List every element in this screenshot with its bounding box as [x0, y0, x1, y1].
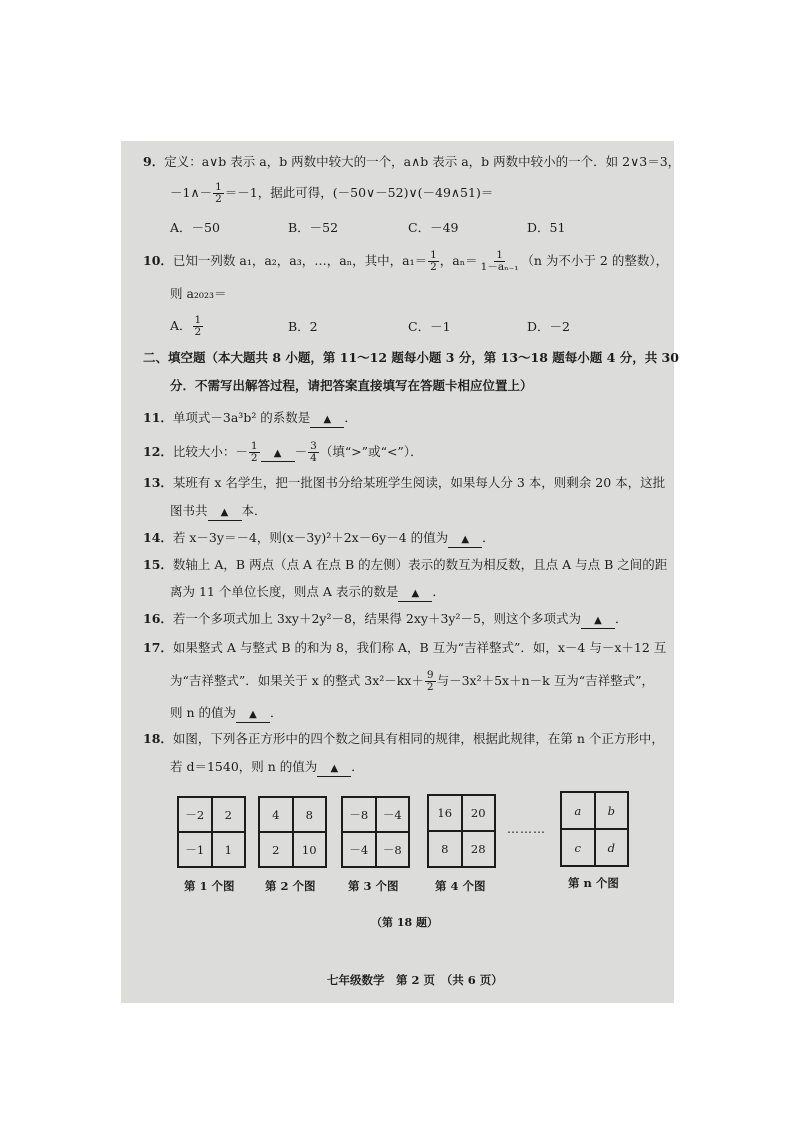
answer-blank: ▲: [398, 587, 432, 602]
question-10-line-1: 10．已知一列数 a₁，a₂，a₃，…，aₙ，其中，a₁＝ $\frac{1}{2}$ ，aₙ＝ $\frac{1}{\text{1－aₙ₋₁}}$ （n 为不小于 2 的整数），: [143, 249, 669, 273]
fraction: $\frac{1}{2}$: [250, 440, 258, 464]
question-13-line-1: 13．某班有 x 名学生，把一批图书分给某班学生阅读，如果每人分 3 本，则剩余 20 本，这批: [143, 475, 666, 490]
q10-option-a: A． $\frac{1}{2}$: [170, 314, 202, 338]
figure-label: （第 18 题）: [371, 916, 438, 929]
figure-2-caption: 第 2 个图: [265, 879, 316, 893]
cell-c: c: [561, 829, 595, 866]
fraction: $\frac{1}{2}$: [215, 181, 222, 205]
question-15-line-1: 15．数轴上 A，B 两点（点 A 在点 B 的左侧）表示的数互为相反数，且点 A 与点 B 之间的距: [143, 557, 668, 572]
cell-c: －4: [342, 832, 376, 867]
q10-option-d: D．－2: [527, 319, 570, 334]
answer-blank: ▲: [261, 447, 295, 462]
figure-3-caption: 第 3 个图: [348, 879, 399, 893]
question-9-line-1: 9．定义：a∨b 表示 a，b 两数中较大的一个，a∧b 表示 a，b 两数中较小的一个．如 2∨3＝3，: [143, 154, 681, 169]
question-10-line-2: 则 a₂₀₂₃＝: [170, 286, 227, 301]
ellipsis-dots: ………: [507, 822, 546, 836]
figure-1-square: [177, 796, 246, 868]
question-18-line-1: 18．如图，下列各正方形中的四个数之间具有相同的规律，根据此规律，在第 n 个正方形中，: [143, 731, 664, 746]
cell-b: 2: [212, 797, 246, 832]
cell-b: b: [595, 792, 629, 829]
section-2-heading-line-2: 分．不需写出解答过程，请把答案直接填写在答题卡相应位置上）: [170, 378, 533, 393]
figure-n-caption: 第 n 个图: [568, 876, 619, 890]
cell-a: －8: [342, 797, 376, 832]
figure-n-square: [560, 791, 629, 867]
cell-d: 1: [212, 832, 246, 867]
question-18-line-2: 若 d＝1540，则 n 的值为 ▲ ．: [170, 759, 364, 777]
figure-1-caption: 第 1 个图: [184, 879, 235, 893]
answer-blank: ▲: [317, 762, 351, 777]
q10-option-c: C．－1: [408, 319, 451, 334]
fraction: $\frac{9}{2}$: [426, 669, 434, 693]
question-15-line-2: 离为 11 个单位长度，则点 A 表示的数是 ▲ ．: [170, 584, 445, 602]
answer-blank: ▲: [310, 413, 344, 428]
cell-b: －4: [376, 797, 410, 832]
answer-blank: ▲: [581, 614, 615, 629]
figure-3-square: [341, 796, 410, 868]
fraction: $\frac{1}{2}$: [194, 314, 202, 338]
question-12: 12．比较大小：－ $\frac{1}{2}$ ▲ － $\frac{3}{4}$ （填“>”或“<”）．: [143, 440, 423, 464]
page-footer: 七年级数学 第 2 页 （共 6 页）: [327, 973, 503, 987]
cell-a: 16: [428, 795, 462, 831]
figure-2-square: [258, 796, 327, 868]
question-16: 16．若一个多项式加上 3xy＋2y²－8，结果得 2xy＋3y²－5，则这个多项式为 ▲ ．: [143, 611, 627, 629]
cell-d: －8: [376, 832, 410, 867]
cell-b: 20: [462, 795, 496, 831]
question-17-line-2: 为“吉祥整式”．如果关于 x 的整式 3x²－kx＋ $\frac{9}{2}$ 与－3x²＋5x＋n－k 互为“吉祥整式”，: [170, 669, 654, 693]
answer-blank: ▲: [236, 708, 270, 723]
q9-option-b: B．－52: [288, 220, 339, 235]
question-9-line-2: －1∧－ $\frac{1}{2}$ ＝－1，据此可得，(－50∨－52)∨(－49∧51)＝: [170, 181, 494, 205]
cell-d: 28: [462, 831, 496, 867]
cell-b: 8: [293, 797, 327, 832]
answer-blank: ▲: [208, 506, 242, 521]
section-2-heading-line-1: 二、填空题（本大题共 8 小题，第 11～12 题每小题 3 分，第 13～18 题每小题 4 分，共 30: [143, 350, 679, 365]
cell-a: a: [561, 792, 595, 829]
fraction: $\frac{1}{\text{1－aₙ₋₁}}$: [480, 249, 519, 273]
question-11: 11．单项式－3a³b² 的系数是 ▲ ．: [143, 410, 357, 428]
question-13-line-2: 图书共 ▲ 本．: [170, 503, 267, 521]
question-17-line-1: 17．如果整式 A 与整式 B 的和为 8，我们称 A，B 互为“吉祥整式”．如，x－4 与－x＋12 互: [143, 640, 667, 655]
fraction: $\frac{3}{4}$: [310, 440, 317, 464]
figure-4-square: [427, 794, 496, 868]
fraction: $\frac{1}{2}$: [430, 249, 437, 273]
cell-a: 4: [259, 797, 293, 832]
question-14: 14．若 x－3y＝－4，则(x－3y)²＋2x－6y－4 的值为 ▲ ．: [143, 530, 495, 548]
q9-option-a: A．－50: [170, 220, 220, 235]
cell-a: －2: [178, 797, 212, 832]
cell-c: 2: [259, 832, 293, 867]
figure-4-caption: 第 4 个图: [435, 879, 486, 893]
cell-d: 10: [293, 832, 327, 867]
q10-option-b: B．2: [288, 319, 318, 334]
q9-option-d: D．51: [527, 220, 566, 235]
cell-d: d: [595, 829, 629, 866]
q9-option-c: C．－49: [408, 220, 459, 235]
cell-c: 8: [428, 831, 462, 867]
answer-blank: ▲: [448, 533, 482, 548]
question-17-line-3: 则 n 的值为 ▲ ．: [170, 705, 283, 723]
cell-c: －1: [178, 832, 212, 867]
